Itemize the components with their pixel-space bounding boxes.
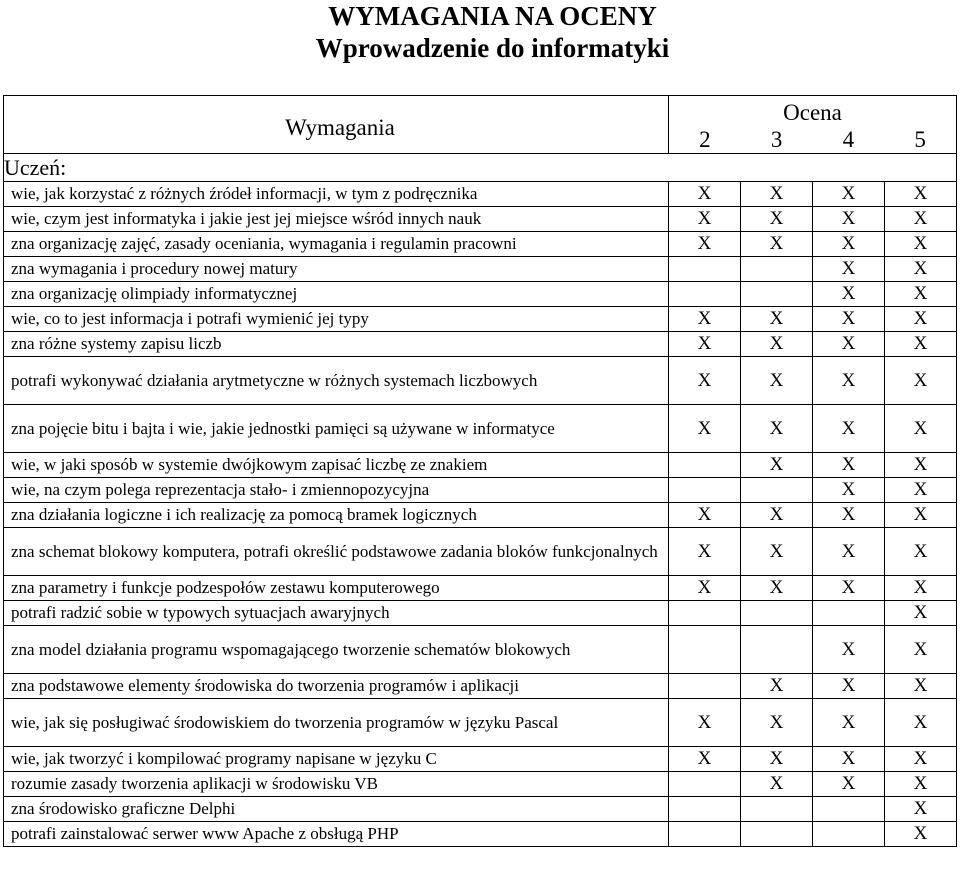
table-row (4, 257, 957, 282)
grade-header-label: Ocena (783, 100, 842, 125)
grade-2-mark: X (669, 576, 741, 601)
grade-3-mark: X (741, 674, 813, 699)
grade-2-mark (669, 453, 741, 478)
requirement-text: potrafi zainstalować serwer www Apache z obsługą PHP (4, 822, 669, 847)
requirement-text: zna organizację zajęć, zasady oceniania, wymagania i regulamin pracowni (4, 232, 669, 257)
grade-3-mark: X (741, 182, 813, 207)
grade-5-mark: X (885, 207, 957, 232)
table-row (4, 282, 957, 307)
requirement-text: wie, jak się posługiwać środowiskiem do tworzenia programów w języku Pascal (4, 699, 669, 747)
table-row (4, 307, 957, 332)
grade-4-mark: X (813, 207, 885, 232)
grade-3-mark: X (741, 453, 813, 478)
grade-5-mark: X (885, 503, 957, 528)
grade-4-mark: X (813, 182, 885, 207)
grade-4-mark: X (813, 576, 885, 601)
grade-5-mark: X (885, 453, 957, 478)
table-row (4, 453, 957, 478)
grade-5-mark: X (885, 357, 957, 405)
grade-5-mark: X (885, 332, 957, 357)
grade-number: 4 (842, 127, 855, 152)
table-row (4, 576, 957, 601)
grade-3-mark: X (741, 307, 813, 332)
requirement-text: rozumie zasady tworzenia aplikacji w środowisku VB (4, 772, 669, 797)
grade-numbers (669, 126, 956, 153)
section-row (4, 154, 957, 182)
table-row (4, 528, 957, 576)
table-row (4, 207, 957, 232)
grade-3-mark (741, 626, 813, 674)
table-row (4, 405, 957, 453)
grade-5-mark: X (885, 307, 957, 332)
requirement-text: zna środowisko graficzne Delphi (4, 797, 669, 822)
grade-2-mark: X (669, 699, 741, 747)
grade-5-mark: X (885, 822, 957, 847)
requirement-text: potrafi radzić sobie w typowych sytuacjach awaryjnych (4, 601, 669, 626)
grade-5-mark: X (885, 257, 957, 282)
requirement-text: zna różne systemy zapisu liczb (4, 332, 669, 357)
requirements-table-body (4, 96, 957, 847)
requirement-text: zna organizację olimpiady informatycznej (4, 282, 669, 307)
requirement-text: zna pojęcie bitu i bajta i wie, jakie jednostki pamięci są używane w informatyce (4, 405, 669, 453)
grade-2-mark: X (669, 503, 741, 528)
table-row (4, 699, 957, 747)
grade-2-mark: X (669, 332, 741, 357)
requirement-text: zna schemat blokowy komputera, potrafi określić podstawowe zadania bloków funkcjonalnych (4, 528, 669, 576)
table-row (4, 478, 957, 503)
requirement-text: wie, w jaki sposób w systemie dwójkowym zapisać liczbę ze znakiem (4, 453, 669, 478)
requirement-text: wie, jak korzystać z różnych źródeł informacji, w tym z podręcznika (4, 182, 669, 207)
document-header (0, 0, 960, 64)
grade-2-mark: X (669, 357, 741, 405)
grade-4-mark: X (813, 282, 885, 307)
grade-2-mark: X (669, 232, 741, 257)
grade-5-mark: X (885, 576, 957, 601)
requirement-text: zna podstawowe elementy środowiska do tworzenia programów i aplikacji (4, 674, 669, 699)
grade-3-mark (741, 797, 813, 822)
grade-5-mark: X (885, 182, 957, 207)
grade-5-mark: X (885, 601, 957, 626)
grade-3-mark: X (741, 699, 813, 747)
table-row (4, 674, 957, 699)
table-row (4, 626, 957, 674)
grade-5-mark: X (885, 528, 957, 576)
grade-4-mark: X (813, 405, 885, 453)
requirement-text: zna wymagania i procedury nowej matury (4, 257, 669, 282)
grade-column-header (669, 96, 957, 154)
grade-5-mark: X (885, 282, 957, 307)
grade-2-mark: X (669, 747, 741, 772)
grade-4-mark: X (813, 747, 885, 772)
grade-3-mark: X (741, 207, 813, 232)
grade-number: 5 (914, 127, 926, 152)
grade-3-mark: X (741, 332, 813, 357)
grade-2-mark (669, 601, 741, 626)
grade-3-mark: X (741, 232, 813, 257)
grade-3-mark: X (741, 772, 813, 797)
table-row (4, 747, 957, 772)
grade-5-mark: X (885, 232, 957, 257)
grade-5-mark: X (885, 674, 957, 699)
grade-4-mark: X (813, 772, 885, 797)
grade-2-mark: X (669, 182, 741, 207)
requirement-text: wie, jak tworzyć i kompilować programy napisane w języku C (4, 747, 669, 772)
grade-4-mark: X (813, 528, 885, 576)
grade-2-mark: X (669, 528, 741, 576)
grade-4-mark: X (813, 332, 885, 357)
table-row (4, 822, 957, 847)
grade-2-mark: X (669, 405, 741, 453)
grade-2-mark (669, 257, 741, 282)
table-row (4, 232, 957, 257)
grade-4-mark: X (813, 478, 885, 503)
grade-2-mark (669, 797, 741, 822)
document-subtitle: Wprowadzenie do informatyki (315, 33, 670, 63)
table-row (4, 182, 957, 207)
grade-4-mark: X (813, 626, 885, 674)
requirements-header-label: Wymagania (285, 114, 395, 140)
table-header-row (4, 96, 957, 154)
grade-2-mark: X (669, 307, 741, 332)
grade-5-mark: X (885, 405, 957, 453)
section-label: Uczeń: (4, 154, 957, 182)
grade-2-mark (669, 772, 741, 797)
grade-4-mark (813, 797, 885, 822)
grade-2-mark (669, 282, 741, 307)
grade-4-mark: X (813, 232, 885, 257)
grade-3-mark: X (741, 747, 813, 772)
grade-4-mark: X (813, 674, 885, 699)
grade-3-mark (741, 282, 813, 307)
grade-5-mark: X (885, 747, 957, 772)
table-row (4, 332, 957, 357)
requirement-text: wie, na czym polega reprezentacja stało- i zmiennopozycyjna (4, 478, 669, 503)
grade-4-mark: X (813, 357, 885, 405)
requirements-column-header (4, 96, 669, 154)
grade-3-mark: X (741, 576, 813, 601)
requirement-text: wie, co to jest informacja i potrafi wymienić jej typy (4, 307, 669, 332)
grade-2-mark (669, 674, 741, 699)
grade-5-mark: X (885, 699, 957, 747)
grade-3-mark: X (741, 528, 813, 576)
grade-2-mark: X (669, 207, 741, 232)
grade-4-mark (813, 822, 885, 847)
grade-5-mark: X (885, 478, 957, 503)
requirement-text: wie, czym jest informatyka i jakie jest jej miejsce wśród innych nauk (4, 207, 669, 232)
grade-5-mark: X (885, 626, 957, 674)
requirement-text: zna parametry i funkcje podzespołów zestawu komputerowego (4, 576, 669, 601)
requirement-text: potrafi wykonywać działania arytmetyczne w różnych systemach liczbowych (4, 357, 669, 405)
grade-3-mark: X (741, 405, 813, 453)
grade-3-mark (741, 822, 813, 847)
grade-3-mark: X (741, 357, 813, 405)
grade-3-mark (741, 478, 813, 503)
table-row (4, 601, 957, 626)
requirements-table (3, 95, 957, 847)
grade-4-mark: X (813, 307, 885, 332)
grade-3-mark: X (741, 503, 813, 528)
requirement-text: zna działania logiczne i ich realizację za pomocą bramek logicznych (4, 503, 669, 528)
document-title: WYMAGANIA NA OCENY (328, 1, 657, 31)
grade-4-mark: X (813, 503, 885, 528)
grade-4-mark: X (813, 257, 885, 282)
table-row (4, 357, 957, 405)
grade-3-mark (741, 257, 813, 282)
grade-2-mark (669, 478, 741, 503)
grade-2-mark (669, 626, 741, 674)
grade-number: 3 (770, 127, 783, 152)
grade-5-mark: X (885, 797, 957, 822)
requirement-text: zna model działania programu wspomagającego tworzenie schematów blokowych (4, 626, 669, 674)
grade-3-mark (741, 601, 813, 626)
grade-4-mark (813, 601, 885, 626)
grade-4-mark: X (813, 453, 885, 478)
grade-2-mark (669, 822, 741, 847)
grade-5-mark: X (885, 772, 957, 797)
table-row (4, 503, 957, 528)
grade-number: 2 (699, 127, 711, 152)
table-row (4, 797, 957, 822)
grade-4-mark: X (813, 699, 885, 747)
table-row (4, 772, 957, 797)
